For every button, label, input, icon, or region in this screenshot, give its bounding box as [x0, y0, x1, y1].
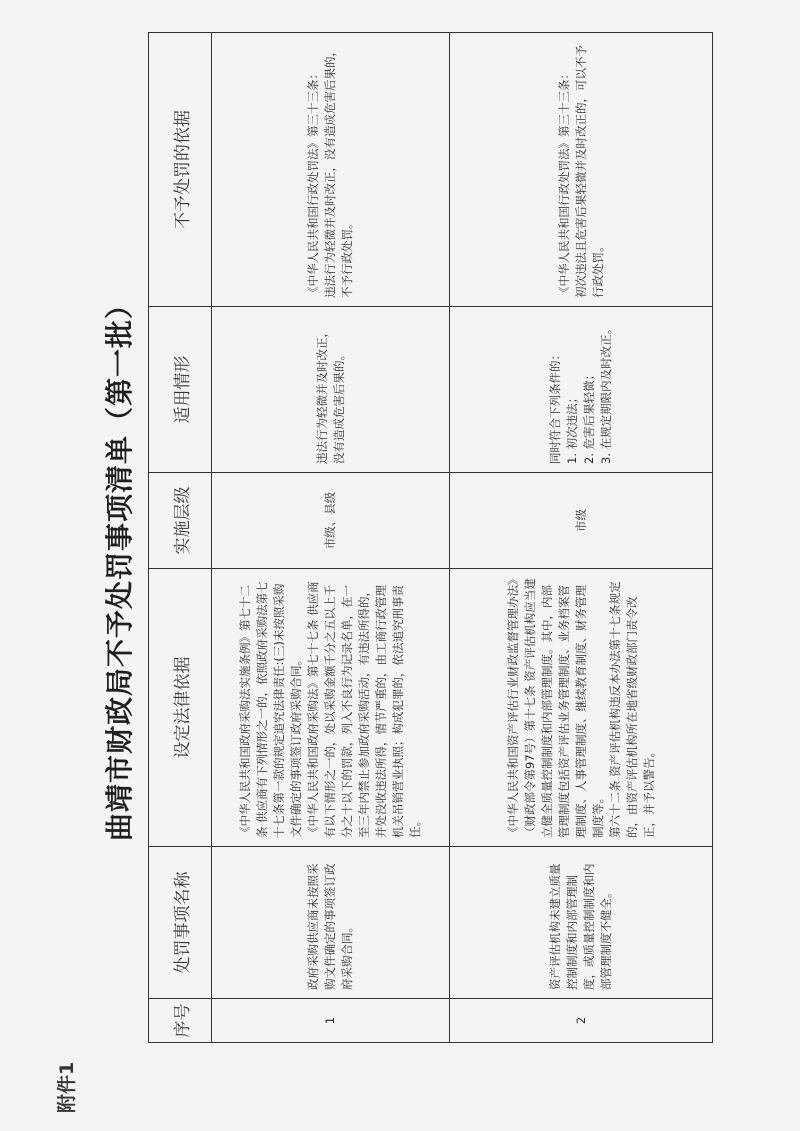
- cell-name: 政府采购供应商未按照采购文件确定的事项签订政府采购合同。: [212, 847, 450, 999]
- header-no: 序号: [149, 999, 212, 1043]
- cell-basis: 《中华人民共和国政府采购法实施条例》第七十二条 供应商有下列情形之一的，依照政府采购法第七十七条第一款的规定追究法律责任:(三)未按照采购文件确定的事项签订政府采购合同。 《中华人民共和国政府采购法》第七十七条 供应商有以下情形之一的，处以采购金额千分之五以上千分之十以下的罚款，列入不良行为记录名单，在一至三年内禁止参加政府采购活动，有违法所得的，并处没收违法所得，情节严重的，由工商行政管理机关吊销营业执照；构成犯罪的，依法追究刑事责任。: [212, 569, 450, 847]
- table-header-row: [149, 33, 212, 1043]
- cell-no: 2: [450, 999, 713, 1043]
- cell-level: 市级: [450, 473, 713, 569]
- table-row: [450, 33, 713, 1043]
- cell-no: 1: [212, 999, 450, 1043]
- cell-case: 违法行为轻微并及时改正，没有造成危害后果的。: [212, 307, 450, 473]
- header-basis: 设定法律依据: [149, 569, 212, 847]
- cell-name: 资产评估机构未建立质量控制制度和内部管理制度，或质量控制制度和内部管理制度不健全。: [450, 847, 713, 999]
- document-title: 曲靖市财政局不予处罚事项清单（第一批）: [103, 290, 136, 842]
- cell-case: 同时符合下列条件的： 1. 初次违法； 2. 危害后果轻微； 3. 在规定期限内及时改正。: [450, 307, 713, 473]
- header-level: 实施层级: [149, 473, 212, 569]
- table-row: [212, 33, 450, 1043]
- cell-level: 市级、县级: [212, 473, 450, 569]
- header-name: 处罚事项名称: [149, 847, 212, 999]
- cell-free: 《中华人民共和国行政处罚法》第三十三条： 初次违法且危害后果轻微并及时改正的，可以不予行政处罚。: [450, 33, 713, 307]
- annex-label: 附件1: [56, 1061, 78, 1113]
- penalty-exemption-table: [148, 32, 713, 1043]
- header-free: 不予处罚的依据: [149, 33, 212, 307]
- cell-free: 《中华人民共和国行政处罚法》第三十三条： 违法行为轻微并及时改正，没有造成危害后果的，不予行政处罚。: [212, 33, 450, 307]
- cell-basis: 《中华人民共和国资产评估行业财政监督管理办法》（财政部令第97号）第十七条 资产评估机构应当建立健全质量控制制度和内部管理制度。其中，内部管理制度包括资产评估业务管理制度、业务档案管理制度、人事管理制度、继续教育制度、财务管理制度等。 第六十二条 资产评估机构违反本办法第十七条规定的，由资产评估机构所在地省级财政部门责令改正，并予以警告。: [450, 569, 713, 847]
- header-case: 适用情形: [149, 307, 212, 473]
